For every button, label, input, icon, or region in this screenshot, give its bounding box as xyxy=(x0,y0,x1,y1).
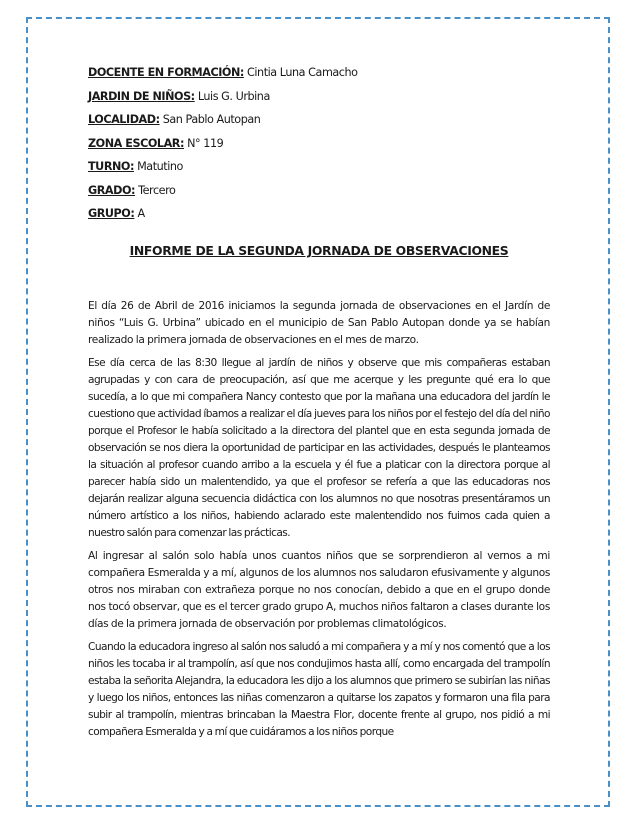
field-localidad xyxy=(88,113,550,127)
field-value: Tercero xyxy=(138,183,176,197)
field-value: Cintia Luna Camacho xyxy=(247,66,358,79)
field-label: TURNO: xyxy=(88,160,134,173)
field-label: GRUPO: xyxy=(88,207,135,220)
field-label: JARDIN DE NIÑOS: xyxy=(88,89,195,103)
paragraph-2: Ese día cerca de las 8:30 llegue al jardín de niños y observe que mis compañeras estaban agrupadas y con cara de preocupación, así que me acerque y les pregunte qué era lo que sucedía, a lo que mi compañera Nancy contesto que por la mañana una educadora del jardín le cuestiono que actividad íbamos a realizar el día jueves para los niños por el festejo del día del niño porque el Profesor le había solicitado a la directora del plantel que en esta segunda jornada de observación se nos diera la oportunidad de participar en las actividades, después le planteamos la situación al profesor cuando arribo a la escuela y él fue a platicar con la directora porque al parecer había sido un malentendido, ya que el profesor se refería a que las educadoras nos dejarán realizar alguna secuencia didáctica con los alumnos no que nosotras presentáramos un número artístico a los niños, habiendo aclarado este malentendido nos fuimos cada quien a nuestro salón para comenzar las prácticas. xyxy=(88,357,550,539)
field-label: DOCENTE EN FORMACIÓN: xyxy=(88,66,244,79)
report-title: INFORME DE LA SEGUNDA JORNADA DE OBSERVACIONES xyxy=(129,243,509,258)
paragraph-3: Al ingresar al salón solo había unos cuantos niños que se sorprendieron al vernos a mi compañera Esmeralda y a mí, algunos de los alumnos nos saludaron efusivamente y algunos otros nos miraban con extrañeza porque no nos conocían, debido a que en el grupo donde nos tocó observar, que es el tercer grado grupo A, muchos niños faltaron a clases durante los días de la primera jornada de observación por problemas climatológicos. xyxy=(88,550,550,630)
field-value: N° 119 xyxy=(187,136,224,150)
field-label: LOCALIDAD: xyxy=(88,113,160,126)
field-docente xyxy=(88,66,550,80)
field-value: Luis G. Urbina xyxy=(197,89,270,103)
field-value: A xyxy=(137,207,145,220)
field-jardin xyxy=(88,90,550,104)
paragraph-1: El día 26 de Abril de 2016 iniciamos la segunda jornada de observaciones en el Jardín de niños “Luis G. Urbina” ubicado en el municipio de San Pablo Autopan donde ya se habían realizado la primera jornada de observaciones en el mes de marzo. xyxy=(88,300,550,346)
field-value: Matutino xyxy=(137,160,183,173)
field-grupo xyxy=(88,207,550,221)
paragraph-4: Cuando la educadora ingreso al salón nos saludó a mi compañera y a mí y nos comentó que a los niños les tocaba ir al trampolín, así que nos condujimos hasta allí, como encargada del trampolín estaba la señorita Alejandra, la educadora les dijo a los alumnos que primero se subirían las niñas y luego los niños, entonces las niñas comenzaron a quitarse los zapatos y formaron una fila para subir al trampolín, mientras brincaban la Maestra Flor, docente frente al grupo, nos pidió a mi compañera Esmeralda y a mí que cuidáramos a los niños porque xyxy=(88,641,550,738)
field-label: GRADO: xyxy=(88,183,136,197)
field-turno xyxy=(88,160,550,174)
document-body xyxy=(88,66,550,741)
field-grado xyxy=(88,184,550,198)
field-zona-escolar xyxy=(88,137,550,151)
field-value: San Pablo Autopan xyxy=(162,113,261,126)
field-label: ZONA ESCOLAR: xyxy=(88,136,184,150)
